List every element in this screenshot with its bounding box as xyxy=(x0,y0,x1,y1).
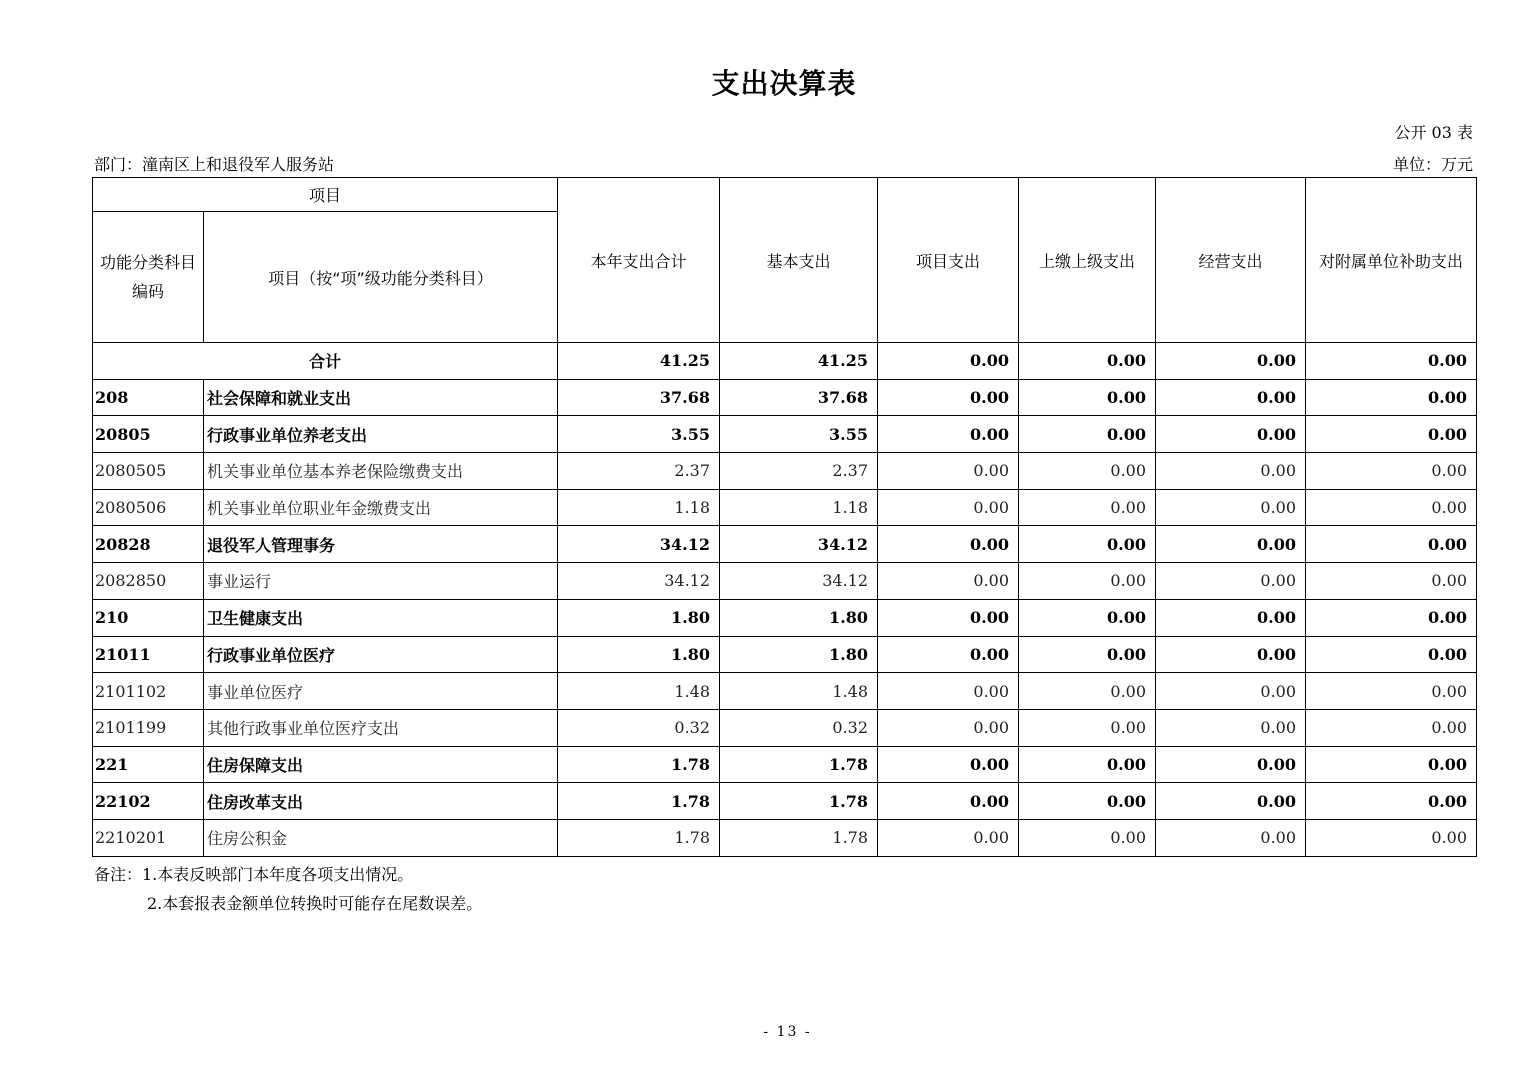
total-cell: 37.68 xyxy=(558,379,720,416)
table-row xyxy=(93,453,1477,490)
subsidy-cell: 0.00 xyxy=(1306,526,1477,563)
item-name-cell: 事业运行 xyxy=(204,563,558,600)
project-cell: 0.00 xyxy=(878,783,1019,820)
upper-cell: 0.00 xyxy=(1019,489,1156,526)
business-cell: 0.00 xyxy=(1156,379,1306,416)
upper-cell: 0.00 xyxy=(1019,599,1156,636)
table-row xyxy=(93,746,1477,783)
code-cell: 22102 xyxy=(93,783,204,820)
basic-cell: 1.48 xyxy=(720,673,878,710)
subsidy-cell: 0.00 xyxy=(1306,416,1477,453)
table-row xyxy=(93,709,1477,746)
project-cell: 0.00 xyxy=(878,599,1019,636)
subsidy-cell: 0.00 xyxy=(1306,343,1477,380)
header-total: 本年支出合计 xyxy=(558,178,720,343)
project-cell: 0.00 xyxy=(878,379,1019,416)
upper-cell: 0.00 xyxy=(1019,416,1156,453)
basic-cell: 41.25 xyxy=(720,343,878,380)
header-code: 功能分类科目编码 xyxy=(93,212,204,343)
basic-cell: 0.32 xyxy=(720,709,878,746)
department-label: 部门：潼南区上和退役军人服务站 xyxy=(94,155,335,174)
item-name-cell: 退役军人管理事务 xyxy=(204,526,558,563)
business-cell: 0.00 xyxy=(1156,526,1306,563)
project-cell: 0.00 xyxy=(878,819,1019,856)
subsidy-cell: 0.00 xyxy=(1306,599,1477,636)
project-cell: 0.00 xyxy=(878,746,1019,783)
total-cell: 41.25 xyxy=(558,343,720,380)
business-cell: 0.00 xyxy=(1156,783,1306,820)
header-basic: 基本支出 xyxy=(720,178,878,343)
upper-cell: 0.00 xyxy=(1019,709,1156,746)
total-cell: 1.18 xyxy=(558,489,720,526)
expenditure-table xyxy=(92,177,1477,857)
header-business: 经营支出 xyxy=(1156,178,1306,343)
code-cell: 2080506 xyxy=(93,489,204,526)
table-row xyxy=(93,819,1477,856)
table-row xyxy=(93,599,1477,636)
item-name-cell: 行政事业单位医疗 xyxy=(204,636,558,673)
table-row xyxy=(93,783,1477,820)
code-cell: 221 xyxy=(93,746,204,783)
basic-cell: 34.12 xyxy=(720,526,878,563)
upper-cell: 0.00 xyxy=(1019,746,1156,783)
code-cell: 2210201 xyxy=(93,819,204,856)
header-item-name: 项目（按“项”级功能分类科目） xyxy=(204,212,558,343)
project-cell: 0.00 xyxy=(878,563,1019,600)
basic-cell: 1.78 xyxy=(720,746,878,783)
item-name-cell: 社会保障和就业支出 xyxy=(204,379,558,416)
table-row xyxy=(93,416,1477,453)
upper-cell: 0.00 xyxy=(1019,379,1156,416)
subsidy-cell: 0.00 xyxy=(1306,709,1477,746)
total-cell: 1.80 xyxy=(558,636,720,673)
total-cell: 1.78 xyxy=(558,746,720,783)
table-row xyxy=(93,636,1477,673)
upper-cell: 0.00 xyxy=(1019,636,1156,673)
upper-cell: 0.00 xyxy=(1019,783,1156,820)
code-cell: 20805 xyxy=(93,416,204,453)
code-cell: 20828 xyxy=(93,526,204,563)
basic-cell: 1.80 xyxy=(720,599,878,636)
basic-cell: 1.18 xyxy=(720,489,878,526)
basic-cell: 1.80 xyxy=(720,636,878,673)
upper-cell: 0.00 xyxy=(1019,343,1156,380)
item-name-cell: 行政事业单位养老支出 xyxy=(204,416,558,453)
total-cell: 1.78 xyxy=(558,819,720,856)
total-cell: 1.80 xyxy=(558,599,720,636)
subsidy-cell: 0.00 xyxy=(1306,489,1477,526)
project-cell: 0.00 xyxy=(878,343,1019,380)
project-cell: 0.00 xyxy=(878,489,1019,526)
basic-cell: 1.78 xyxy=(720,819,878,856)
item-name-cell: 机关事业单位职业年金缴费支出 xyxy=(204,489,558,526)
header-subsidy: 对附属单位补助支出 xyxy=(1306,178,1477,343)
basic-cell: 3.55 xyxy=(720,416,878,453)
total-cell: 34.12 xyxy=(558,563,720,600)
item-name-cell: 住房改革支出 xyxy=(204,783,558,820)
upper-cell: 0.00 xyxy=(1019,563,1156,600)
project-cell: 0.00 xyxy=(878,526,1019,563)
item-name-cell: 其他行政事业单位医疗支出 xyxy=(204,709,558,746)
code-cell: 210 xyxy=(93,599,204,636)
business-cell: 0.00 xyxy=(1156,709,1306,746)
basic-cell: 2.37 xyxy=(720,453,878,490)
business-cell: 0.00 xyxy=(1156,343,1306,380)
notes xyxy=(94,860,482,918)
business-cell: 0.00 xyxy=(1156,563,1306,600)
business-cell: 0.00 xyxy=(1156,636,1306,673)
upper-cell: 0.00 xyxy=(1019,819,1156,856)
subsidy-cell: 0.00 xyxy=(1306,673,1477,710)
item-name-cell: 机关事业单位基本养老保险缴费支出 xyxy=(204,453,558,490)
code-cell: 2082850 xyxy=(93,563,204,600)
project-cell: 0.00 xyxy=(878,673,1019,710)
code-cell: 2101102 xyxy=(93,673,204,710)
upper-cell: 0.00 xyxy=(1019,453,1156,490)
table-row xyxy=(93,673,1477,710)
business-cell: 0.00 xyxy=(1156,489,1306,526)
basic-cell: 34.12 xyxy=(720,563,878,600)
business-cell: 0.00 xyxy=(1156,746,1306,783)
upper-cell: 0.00 xyxy=(1019,673,1156,710)
total-cell: 1.48 xyxy=(558,673,720,710)
unit-label: 单位：万元 xyxy=(1392,155,1473,174)
upper-cell: 0.00 xyxy=(1019,526,1156,563)
total-cell: 0.32 xyxy=(558,709,720,746)
basic-cell: 1.78 xyxy=(720,783,878,820)
total-cell: 34.12 xyxy=(558,526,720,563)
total-cell: 3.55 xyxy=(558,416,720,453)
total-cell: 2.37 xyxy=(558,453,720,490)
business-cell: 0.00 xyxy=(1156,673,1306,710)
table-row xyxy=(93,526,1477,563)
business-cell: 0.00 xyxy=(1156,819,1306,856)
table-row xyxy=(93,563,1477,600)
project-cell: 0.00 xyxy=(878,709,1019,746)
subsidy-cell: 0.00 xyxy=(1306,636,1477,673)
report-title: 支出决算表 xyxy=(711,67,857,100)
total-row xyxy=(93,343,1477,380)
code-cell: 2080505 xyxy=(93,453,204,490)
code-cell: 208 xyxy=(93,379,204,416)
subsidy-cell: 0.00 xyxy=(1306,783,1477,820)
item-name-cell: 卫生健康支出 xyxy=(204,599,558,636)
business-cell: 0.00 xyxy=(1156,599,1306,636)
project-cell: 0.00 xyxy=(878,636,1019,673)
code-cell: 21011 xyxy=(93,636,204,673)
business-cell: 0.00 xyxy=(1156,416,1306,453)
table-code: 公开 03 表 xyxy=(1394,123,1473,142)
header-project: 项目 xyxy=(93,178,558,212)
project-cell: 0.00 xyxy=(878,416,1019,453)
note-line-1: 备注：1.本表反映部门本年度各项支出情况。 xyxy=(94,865,414,884)
subsidy-cell: 0.00 xyxy=(1306,453,1477,490)
project-cell: 0.00 xyxy=(878,453,1019,490)
code-cell: 2101199 xyxy=(93,709,204,746)
table-row xyxy=(93,379,1477,416)
header-upper-level: 上缴上级支出 xyxy=(1019,178,1156,343)
total-cell: 1.78 xyxy=(558,783,720,820)
note-line-2: 2.本套报表金额单位转换时可能存在尾数误差。 xyxy=(147,894,483,913)
total-label: 合计 xyxy=(93,343,558,380)
header-project-expenditure: 项目支出 xyxy=(878,178,1019,343)
item-name-cell: 住房公积金 xyxy=(204,819,558,856)
item-name-cell: 住房保障支出 xyxy=(204,746,558,783)
subsidy-cell: 0.00 xyxy=(1306,379,1477,416)
business-cell: 0.00 xyxy=(1156,453,1306,490)
basic-cell: 37.68 xyxy=(720,379,878,416)
item-name-cell: 事业单位医疗 xyxy=(204,673,558,710)
subsidy-cell: 0.00 xyxy=(1306,563,1477,600)
table-row xyxy=(93,489,1477,526)
page-number: - 13 - xyxy=(763,1024,812,1040)
subsidy-cell: 0.00 xyxy=(1306,819,1477,856)
subsidy-cell: 0.00 xyxy=(1306,746,1477,783)
